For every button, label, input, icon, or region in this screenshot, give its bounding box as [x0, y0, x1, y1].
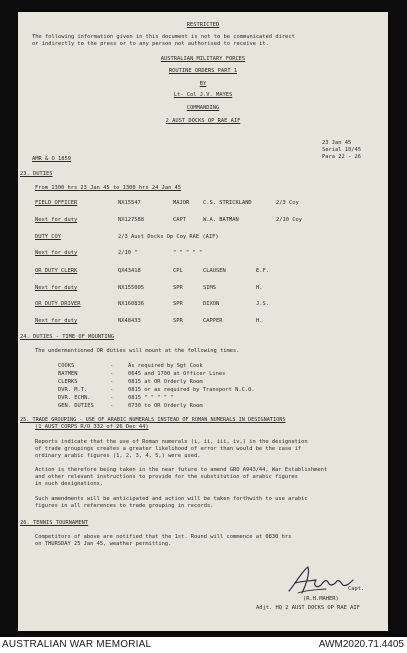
notice-line-1: The following information given in this document is not to be communicated direct [32, 34, 295, 40]
duty-number: NX160836 [118, 301, 144, 307]
paragraph-line: on THURSDAY 25 Jan 45, weather permitting. [35, 541, 172, 547]
mounting-dash: - [110, 403, 114, 409]
mounting-time: 0815 or as required by Transport N.C.O. [128, 387, 255, 393]
paragraph-line: and other relevant instructions to provide for the substitution of arabic figures [35, 474, 298, 480]
duty-rank: CPL [173, 268, 183, 274]
duty-name: SIMS [203, 285, 216, 291]
signatory-title: Adjt. HQ 2 AUST DOCKS OP RAE AIF [256, 605, 360, 611]
mounting-time: 0645 and 1700 at Officer Lines [128, 371, 226, 377]
paragraph-line: of trade groupings creates a greater likelihood of error than would be the case if [35, 446, 302, 452]
mounting-dash: - [110, 371, 114, 377]
duty-role: OR DUTY CLERK [35, 268, 78, 274]
duty-role: DUTY COY [35, 234, 61, 240]
duty-extra: E.F. [256, 268, 269, 274]
paragraph-line: Such amendments will be anticipated and action will be taken forthwith to use arabic [35, 496, 308, 502]
mounting-duty: COOKS [58, 363, 75, 369]
duty-number: NX155005 [118, 285, 144, 291]
duty-role: Next for duty [35, 250, 78, 256]
order-date: 23 Jan 45 [322, 140, 352, 146]
classification-header: RESTRICTED [186, 22, 220, 28]
duty-extra: H. [256, 318, 263, 324]
duty-name: DIXON [203, 301, 220, 307]
duty-name: C.S. STRICKLAND [203, 200, 252, 206]
paragraph-line: in such designations. [35, 481, 104, 487]
duty-period: From 1300 hrs 23 Jan 45 to 1300 hrs 24 Jan 45 [35, 185, 182, 191]
duty-name: W.A. BATMAN [203, 217, 239, 223]
commanding-officer: Lt- Col J.V. MAYES [173, 92, 233, 98]
duty-rank: MAJOR [173, 200, 190, 206]
section-heading-trade: 25. TRADE GROUPING - USE OF ARABIC NUMERALS INSTEAD OF ROMAN NUMERALS IN DESIGNATIONS [20, 417, 286, 423]
serial-number: Serial 10/45 [322, 147, 361, 153]
duty-name: CAPPER [203, 318, 223, 324]
handwritten-signature [286, 563, 356, 597]
mounting-duty: GEN. DUTIES [58, 403, 94, 409]
duty-number: NX48433 [118, 318, 141, 324]
mounting-duty: DVR. M.T. [58, 387, 88, 393]
mounting-time: 0815 " " " " " [128, 395, 174, 401]
duty-role: OR DUTY DRIVER [35, 301, 81, 307]
mounting-time: As required by Sgt Cook [128, 363, 203, 369]
mounting-dash: - [110, 395, 114, 401]
paragraph-line: Action is therefore being taken in the near future to amend GRO A943/44, War Establishment [35, 467, 328, 473]
section-subheading-trade: (1 AUST CORPS R/O 332 of 26 Dec 44) [35, 424, 149, 430]
by-line: BY [199, 81, 207, 87]
paragraph-line: Competitors of above are notified that the 1st. Round will commence at 0830 hrs [35, 534, 292, 540]
footer-bar [0, 637, 407, 653]
orders-title: ROUTINE ORDERS PART 1 [168, 68, 238, 74]
duty-rank: CAPT [173, 217, 186, 223]
duty-role: Next for duty [35, 217, 78, 223]
signatory-name: (R.H.MAHER) [303, 596, 339, 602]
duty-role: Next for duty [35, 285, 78, 291]
mounting-intro: The undermentioned OR duties will mount at the following times. [35, 348, 240, 354]
signatory-rank: Capt. [348, 586, 365, 592]
duty-rank: SPR [173, 301, 183, 307]
para-range: Para 22 - 26 [322, 154, 361, 160]
footer-accession-number: AWM2020.71.4405 [318, 639, 404, 650]
paragraph-line: figures in all references to trade grouping in records. [35, 503, 214, 509]
document-page [18, 12, 388, 631]
duty-extra: 2/3 Coy [276, 200, 299, 206]
paragraph-line: Reports indicate that the use of Roman numerals (i, ii, iii, iv,) in the designation [35, 439, 308, 445]
reference: AMR & O 1859 [32, 156, 71, 162]
footer-institution: AUSTRALIAN WAR MEMORIAL [2, 639, 152, 650]
section-heading-duties: 23. DUTIES [20, 171, 53, 177]
duty-number: NX127588 [118, 217, 144, 223]
mounting-time: 0815 at OR Orderly Room [128, 379, 203, 385]
force-title: AUSTRALIAN MILITARY FORCES [160, 56, 246, 62]
mounting-dash: - [110, 363, 114, 369]
duty-rank: SPR [173, 285, 183, 291]
mounting-dash: - [110, 387, 114, 393]
duty-number: 2/10 " [118, 250, 138, 256]
duty-role: FIELD OFFICER [35, 200, 78, 206]
duty-number: 2/3 Aust Docks Op Coy RAE (AIF) [118, 234, 219, 240]
duty-rank: " " " " " [173, 250, 203, 256]
duty-number: NX15547 [118, 200, 141, 206]
commanding-label: COMMANDING [186, 105, 220, 111]
mounting-dash: - [110, 379, 114, 385]
mounting-duty: BATMEN [58, 371, 78, 377]
duty-role: Next for duty [35, 318, 78, 324]
duty-extra: H. [256, 285, 263, 291]
section-heading-tennis: 26. TENNIS TOURNAMENT [20, 520, 89, 526]
duty-name: CLAUSEN [203, 268, 226, 274]
duty-extra: 2/10 Coy [276, 217, 302, 223]
duty-number: QX43418 [118, 268, 141, 274]
mounting-duty: CLERKS [58, 379, 78, 385]
paragraph-line: ordinary arabic figures (1, 2, 3, 4, 5,) were used. [35, 453, 201, 459]
mounting-time: 0730 to OR Orderly Room [128, 403, 203, 409]
duty-rank: SPR [173, 318, 183, 324]
notice-line-2: or indirectly to the press or to any person not authorised to receive it. [32, 41, 269, 47]
mounting-duty: DVR. ECHN. [58, 395, 91, 401]
section-heading-mounting: 24. DUTIES - TIME OF MOUNTING [20, 334, 115, 340]
unit-title: 2 AUST DOCKS OP RAE AIF [165, 118, 241, 124]
duty-extra: J.S. [256, 301, 269, 307]
